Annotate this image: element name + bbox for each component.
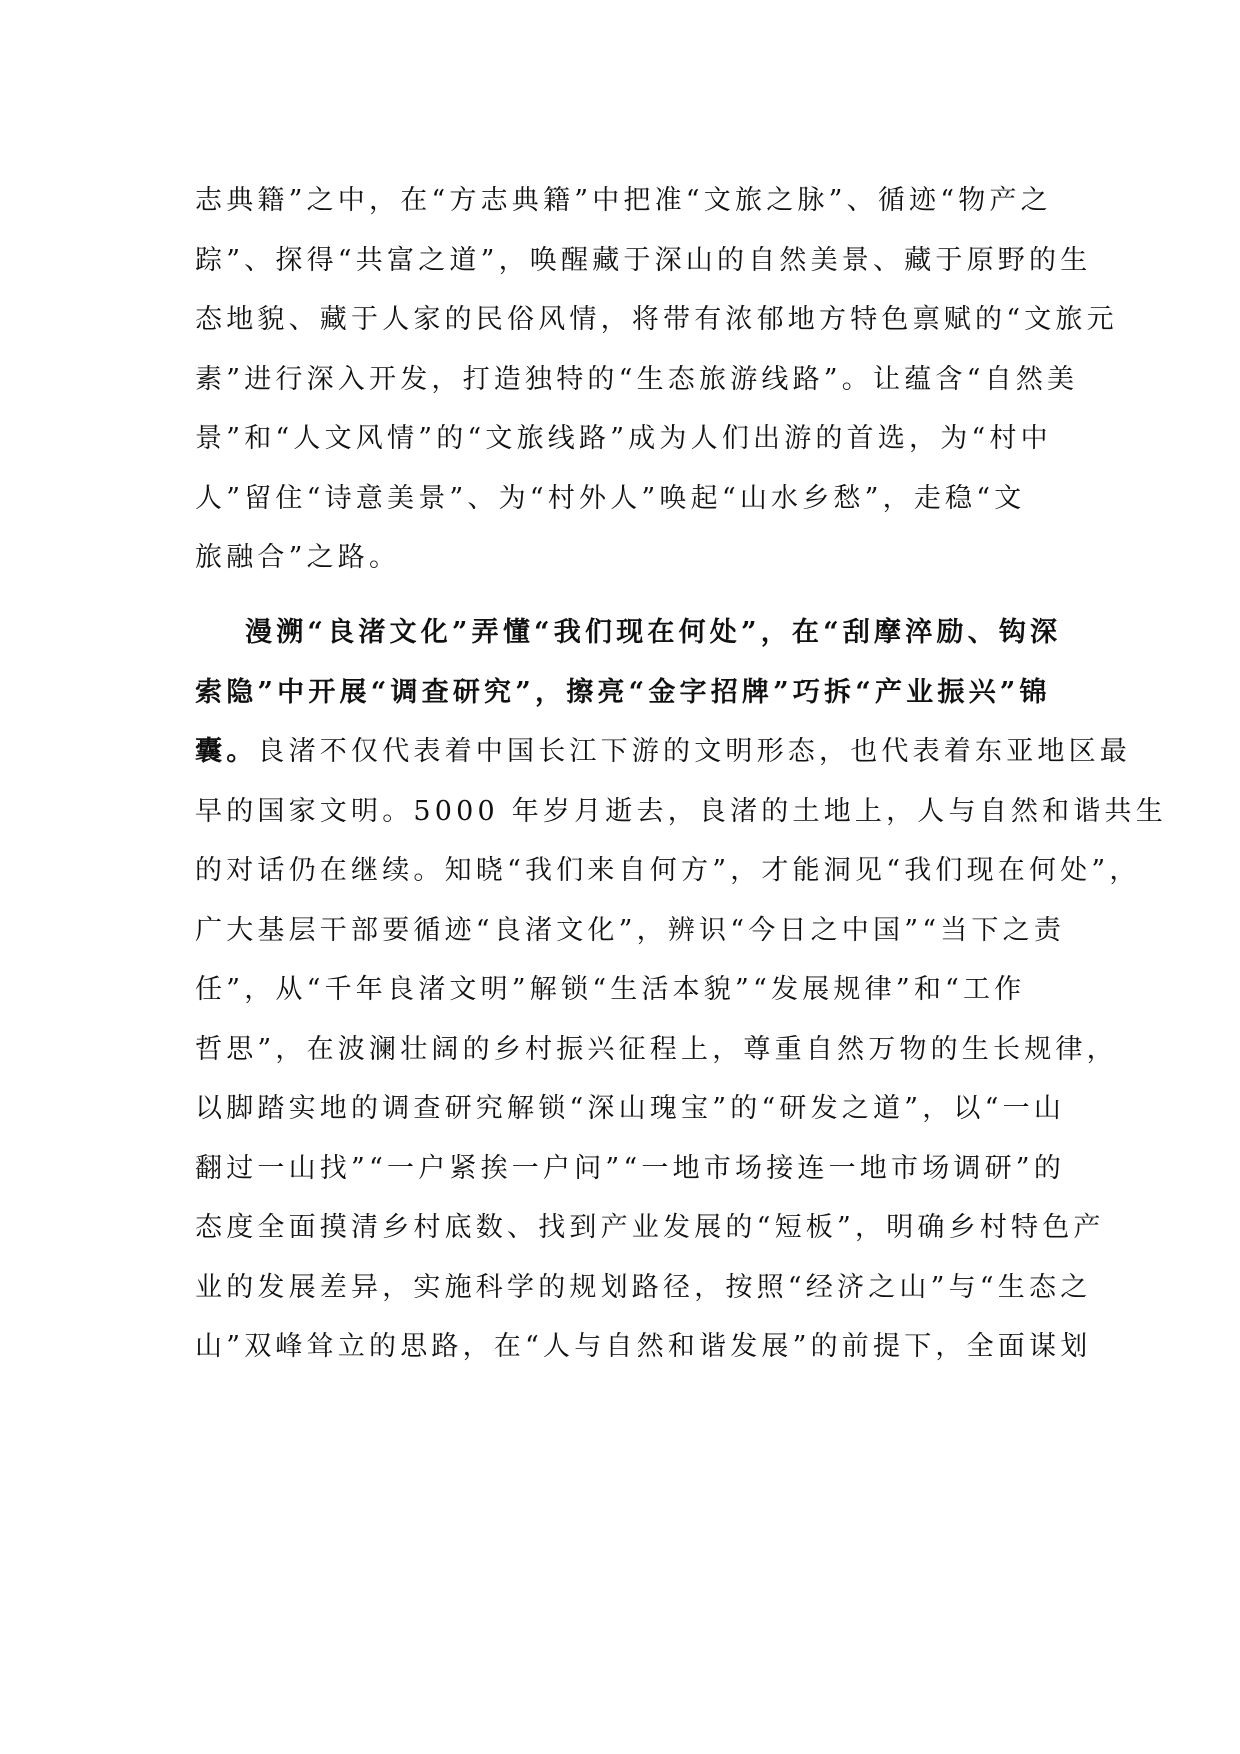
paragraph-line: 广大基层干部要循迹“良渚文化”，辨识“今日之中国”“当下之责 (195, 914, 1066, 946)
paragraph-line: 人”留住“诗意美景”、为“村外人”唤起“山水乡愁”，走稳“文 (195, 482, 1026, 514)
paragraph-line: 以脚踏实地的调查研究解锁“深山瑰宝”的“研发之道”，以“一山 (195, 1093, 1066, 1124)
paragraph-line: 旅融合”之路。 (195, 542, 401, 573)
paragraph-line: 景”和“人文风情”的“文旅线路”成为人们出游的首选，为“村中 (195, 423, 1052, 454)
paragraph-1 (195, 171, 1118, 588)
paragraph-line-rest: 良渚不仅代表着中国长江下游的文明形态，也代表着东亚地区最 (257, 736, 1132, 767)
paragraph-line: 任”，从“千年良渚文明”解锁“生活本貌”“发展规律”和“工作 (195, 974, 1026, 1005)
paragraph-line: 志典籍”之中，在“方志典籍”中把准“文旅之脉”、循迹“物产之 (195, 185, 1052, 216)
paragraph-line: 哲思”，在波澜壮阔的乡村振兴征程上，尊重自然万物的生长规律， (195, 1033, 1118, 1065)
paragraph-line: 踪”、探得“共富之道”，唤醒藏于深山的自然美景、藏于原野的生 (195, 244, 1092, 276)
paragraph-heading-line: 索隐”中开展“调查研究”，擦亮“金字招牌”巧拆“产业振兴”锦 (195, 676, 1051, 708)
paragraph-line: 山”双峰耸立的思路，在“人与自然和谐发展”的前提下，全面谋划 (195, 1331, 1092, 1362)
paragraph-line: 翻过一山找”“一户紧挨一户问”“一地市场接连一地市场调研”的 (195, 1152, 1066, 1184)
paragraph-line (195, 722, 1132, 782)
paragraph-line: 态度全面摸清乡村底数、找到产业发展的“短板”，明确乡村特色产 (195, 1212, 1105, 1243)
paragraph-2 (195, 603, 1167, 1377)
paragraph-line: 早的国家文明。5000 年岁月逝去，良渚的土地上，人与自然和谐共生 (195, 795, 1167, 827)
paragraph-line: 业的发展差异，实施科学的规划路径，按照“经济之山”与“生态之 (195, 1271, 1092, 1303)
paragraph-heading-end: 囊。 (195, 736, 258, 767)
paragraph-heading-line: 漫溯“良渚文化”弄懂“我们现在何处”，在“刮摩淬励、钩深 (245, 617, 1062, 648)
paragraph-line: 态地貌、藏于人家的民俗风情，将带有浓郁地方特色禀赋的“文旅元 (195, 304, 1118, 335)
paragraph-line: 的对话仍在继续。知晓“我们来自何方”，才能洞见“我们现在何处”， (195, 855, 1141, 886)
paragraph-line: 素”进行深入开发，打造独特的“生态旅游线路”。让蕴含“自然美 (195, 363, 1079, 395)
